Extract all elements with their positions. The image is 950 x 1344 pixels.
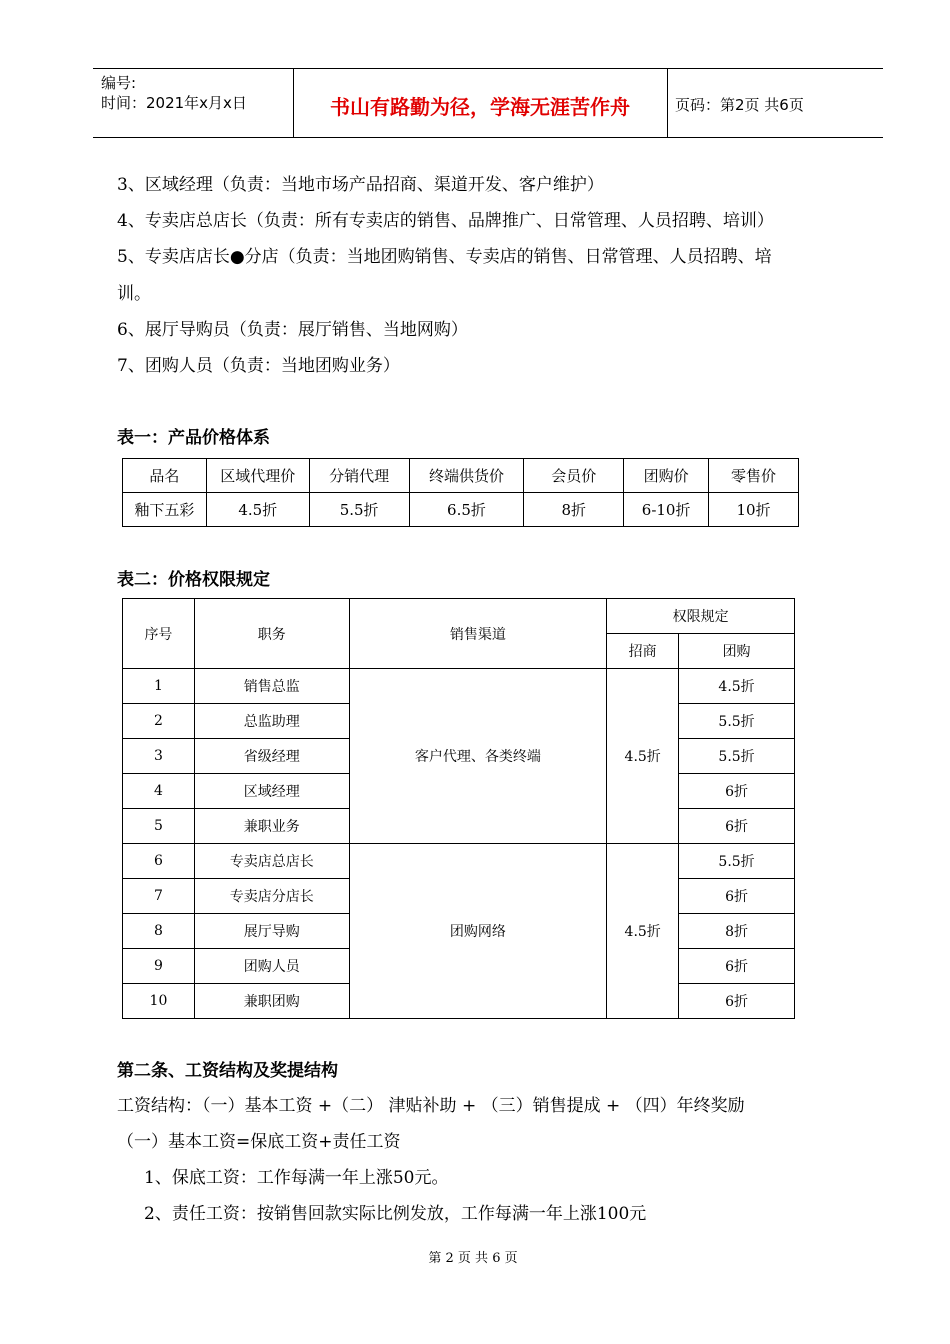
position-cell: 销售总监 — [194, 669, 349, 704]
header-motto: 书山有路勤为径，学海无涯苦作舟 — [330, 95, 630, 119]
position-cell: 展厅导购 — [194, 914, 349, 949]
page-header — [93, 68, 883, 138]
position-cell: 省级经理 — [194, 739, 349, 774]
group-discount-cell: 5.5折 — [679, 704, 795, 739]
header-cell: 品名 — [123, 459, 207, 493]
group-discount-cell: 4.5折 — [679, 669, 795, 704]
recruit-discount-cell: 4.5折 — [607, 669, 679, 844]
channel-cell: 客户代理、各类终端 — [349, 669, 607, 844]
table-cell: 5.5折 — [309, 493, 409, 527]
header-cell: 团购 — [679, 634, 795, 669]
group-discount-cell: 6折 — [679, 984, 795, 1019]
role-line: 4、专卖店总店长（负责：所有专卖店的销售、品牌推广、日常管理、人员招聘、培训） — [117, 211, 774, 231]
header-cell: 权限规定 — [607, 599, 795, 634]
table1-title: 表一：产品价格体系 — [117, 428, 270, 448]
table-cell: 8折 — [524, 493, 624, 527]
position-cell: 专卖店总店长 — [194, 844, 349, 879]
header-cell: 团购价 — [624, 459, 709, 493]
page-number-label: 页码：第2页 共6页 — [675, 96, 804, 114]
header-cell: 序号 — [123, 599, 195, 669]
role-line: 3、区域经理（负责：当地市场产品招商、渠道开发、客户维护） — [117, 175, 604, 195]
header-cell: 终端供货价 — [409, 459, 524, 493]
row-number: 3 — [123, 739, 195, 774]
guaranteed-salary-line: 1、保底工资：工作每满一年上涨50元。 — [144, 1168, 449, 1188]
table-cell: 10折 — [709, 493, 799, 527]
salary-structure-line: 工资结构：（一）基本工资 +（二） 津贴补助 + （三）销售提成 + （四）年终奖励 — [117, 1096, 745, 1116]
header-divider — [667, 69, 668, 137]
code-label: 编号: — [101, 74, 137, 92]
table-cell: 4.5折 — [206, 493, 309, 527]
table-row — [123, 669, 795, 704]
row-number: 1 — [123, 669, 195, 704]
role-line: 训。 — [117, 284, 151, 304]
group-discount-cell: 8折 — [679, 914, 795, 949]
row-number: 8 — [123, 914, 195, 949]
row-number: 4 — [123, 774, 195, 809]
footer-page-number: 第 2 页 共 6 页 — [428, 1251, 518, 1266]
header-cell: 职务 — [194, 599, 349, 669]
channel-cell: 团购网络 — [349, 844, 607, 1019]
position-cell: 兼职团购 — [194, 984, 349, 1019]
table-row — [123, 493, 799, 527]
header-cell: 区域代理价 — [206, 459, 309, 493]
group-discount-cell: 5.5折 — [679, 844, 795, 879]
row-number: 9 — [123, 949, 195, 984]
header-cell: 零售价 — [709, 459, 799, 493]
group-discount-cell: 6折 — [679, 774, 795, 809]
table-cell: 6.5折 — [409, 493, 524, 527]
table-header-row — [123, 599, 795, 634]
table-row — [123, 844, 795, 879]
table-cell: 6-10折 — [624, 493, 709, 527]
table2-title: 表二：价格权限规定 — [117, 570, 270, 590]
page-footer — [0, 1247, 950, 1266]
price-authority-table — [122, 598, 795, 1019]
role-line: 6、展厅导购员（负责：展厅销售、当地网购） — [117, 320, 468, 340]
group-discount-cell: 5.5折 — [679, 739, 795, 774]
position-cell: 总监助理 — [194, 704, 349, 739]
group-discount-cell: 6折 — [679, 949, 795, 984]
header-cell: 销售渠道 — [349, 599, 607, 669]
recruit-discount-cell: 4.5折 — [607, 844, 679, 1019]
price-system-table — [122, 458, 799, 527]
group-discount-cell: 6折 — [679, 879, 795, 914]
table-header-row — [123, 459, 799, 493]
row-number: 7 — [123, 879, 195, 914]
table-cell: 釉下五彩 — [123, 493, 207, 527]
row-number: 2 — [123, 704, 195, 739]
responsibility-salary-line: 2、责任工资：按销售回款实际比例发放，工作每满一年上涨100元 — [144, 1204, 647, 1224]
basic-salary-line: （一）基本工资=保底工资+责任工资 — [117, 1132, 401, 1152]
position-cell: 团购人员 — [194, 949, 349, 984]
row-number: 10 — [123, 984, 195, 1019]
role-line: 7、团购人员（负责：当地团购业务） — [117, 356, 400, 376]
role-line: 5、专卖店店长●分店（负责：当地团购销售、专卖店的销售、日常管理、人员招聘、培 — [117, 247, 772, 267]
group-discount-cell: 6折 — [679, 809, 795, 844]
position-cell: 专卖店分店长 — [194, 879, 349, 914]
header-cell: 会员价 — [524, 459, 624, 493]
position-cell: 区域经理 — [194, 774, 349, 809]
time-label: 时间：2021年x月x日 — [101, 94, 247, 112]
header-cell: 分销代理 — [309, 459, 409, 493]
header-cell: 招商 — [607, 634, 679, 669]
row-number: 5 — [123, 809, 195, 844]
section2-title: 第二条、工资结构及奖提结构 — [117, 1061, 338, 1081]
row-number: 6 — [123, 844, 195, 879]
position-cell: 兼职业务 — [194, 809, 349, 844]
